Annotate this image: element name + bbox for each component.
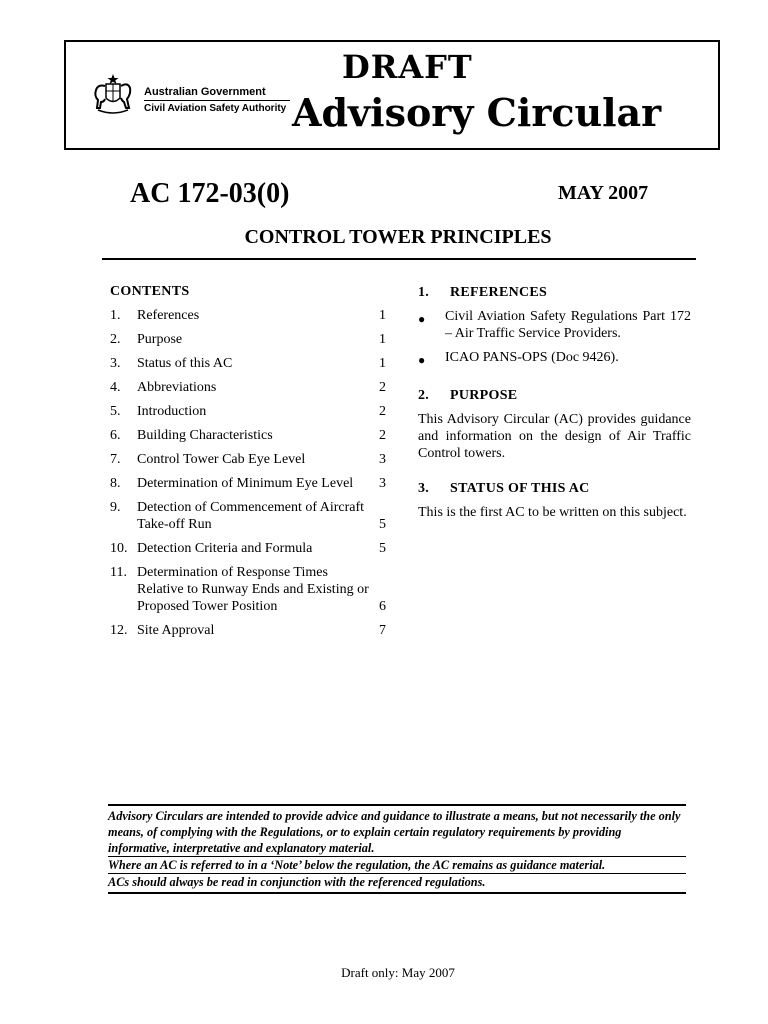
toc-item[interactable]	[110, 475, 386, 492]
toc-item-page: 2	[379, 404, 386, 419]
table-of-contents	[110, 284, 386, 646]
toc-item-page: 2	[379, 428, 386, 443]
section-number: 2.	[418, 388, 430, 403]
toc-item[interactable]	[110, 355, 386, 372]
references-heading	[418, 284, 691, 301]
bullet-icon: ●	[418, 312, 426, 326]
ac-number: AC 172-03(0)	[130, 178, 290, 209]
toc-item-label: Detection Criteria and Formula	[137, 541, 313, 556]
toc-item-label: Building Characteristics	[137, 428, 273, 443]
draft-label: DRAFT	[342, 48, 473, 86]
section-number: 1.	[418, 285, 430, 300]
toc-item-page: 2	[379, 380, 386, 395]
toc-item[interactable]	[110, 564, 386, 615]
toc-item-label: Abbreviations	[137, 380, 217, 395]
main-sections	[418, 284, 691, 539]
toc-item-label: Detection of Commencement of Aircraft Take-off Run	[137, 500, 365, 532]
toc-item-page: 3	[379, 452, 386, 467]
toc-item[interactable]	[110, 499, 386, 533]
toc-item-label: Introduction	[137, 404, 207, 419]
contents-heading: CONTENTS	[110, 284, 190, 299]
reference-item	[418, 349, 691, 369]
status-text: This is the first AC to be written on this subject.	[418, 505, 687, 520]
toc-item-label: Purpose	[137, 332, 183, 347]
disclaimer-box	[108, 804, 686, 894]
toc-item-page: 1	[379, 356, 386, 371]
document-type: Advisory Circular	[292, 90, 662, 135]
status-heading	[418, 480, 691, 497]
disclaimer-line: ACs should always be read in conjunction with the referenced regulations.	[108, 875, 486, 889]
logo-government-name: Australian Government	[144, 86, 266, 98]
toc-item-label: Status of this AC	[137, 356, 233, 371]
toc-item-page: 7	[379, 623, 386, 638]
toc-item[interactable]	[110, 540, 386, 557]
header-box	[64, 40, 720, 150]
coat-of-arms-icon	[90, 72, 136, 118]
toc-item-number: 6.	[110, 428, 121, 443]
section-title: STATUS OF THIS AC	[450, 481, 590, 496]
page-footer: Draft only: May 2007	[341, 965, 455, 980]
toc-item-page: 3	[379, 476, 386, 491]
toc-item-number: 10.	[110, 541, 128, 556]
toc-item-label: Site Approval	[137, 623, 215, 638]
toc-item-number: 3.	[110, 356, 121, 371]
toc-item-number: 2.	[110, 332, 121, 347]
toc-item[interactable]	[110, 622, 386, 639]
toc-item-number: 11.	[110, 565, 127, 580]
toc-item-number: 7.	[110, 452, 121, 467]
section-title: REFERENCES	[450, 285, 548, 300]
toc-item-number: 9.	[110, 500, 121, 515]
toc-item[interactable]	[110, 427, 386, 444]
toc-item-number: 5.	[110, 404, 121, 419]
disclaimer-line: Where an AC is referred to in a ‘Note’ below the regulation, the AC remains as guidance material.	[108, 857, 686, 874]
toc-item-page: 5	[379, 541, 386, 556]
toc-item[interactable]	[110, 331, 386, 348]
section-number: 3.	[418, 481, 430, 496]
toc-item[interactable]	[110, 307, 386, 324]
reference-text: ICAO PANS-OPS (Doc 9426).	[445, 350, 619, 365]
government-logo	[90, 72, 290, 122]
bullet-icon: ●	[418, 353, 426, 367]
title-divider	[102, 258, 696, 260]
toc-item-page: 1	[379, 308, 386, 323]
section-title: PURPOSE	[450, 388, 518, 403]
reference-text: Civil Aviation Safety Regulations Part 172 – Air Traffic Service Providers.	[445, 309, 691, 341]
toc-item-number: 12.	[110, 623, 128, 638]
toc-item-label: Determination of Minimum Eye Level	[137, 476, 354, 491]
toc-item-page: 5	[379, 517, 386, 532]
document-title: CONTROL TOWER PRINCIPLES	[244, 226, 552, 248]
reference-item	[418, 308, 691, 342]
purpose-heading	[418, 387, 691, 404]
toc-item[interactable]	[110, 403, 386, 420]
ac-date: MAY 2007	[558, 182, 649, 204]
toc-item[interactable]	[110, 379, 386, 396]
toc-item-number: 8.	[110, 476, 121, 491]
toc-item-page: 1	[379, 332, 386, 347]
logo-agency-name: Civil Aviation Safety Authority	[144, 103, 287, 114]
toc-item[interactable]	[110, 451, 386, 468]
purpose-text: This Advisory Circular (AC) provides guidance and information on the design of Air Traffic Control towers.	[418, 412, 691, 461]
toc-item-label: Control Tower Cab Eye Level	[137, 452, 306, 467]
toc-item-page: 6	[379, 599, 386, 614]
toc-item-number: 4.	[110, 380, 121, 395]
toc-item-number: 1.	[110, 308, 121, 323]
toc-item-label: References	[137, 308, 200, 323]
toc-item-label: Determination of Response Times Relative to Runway Ends and Existing or Proposed Tower Position	[137, 565, 369, 614]
disclaimer-line: Advisory Circulars are intended to provide advice and guidance to illustrate a means, but not necessarily the only means, of complying with the Regulations, or to explain certain regulatory requirements by providing informative, interpretative and explanatory material.	[108, 808, 686, 857]
logo-divider	[144, 100, 290, 101]
